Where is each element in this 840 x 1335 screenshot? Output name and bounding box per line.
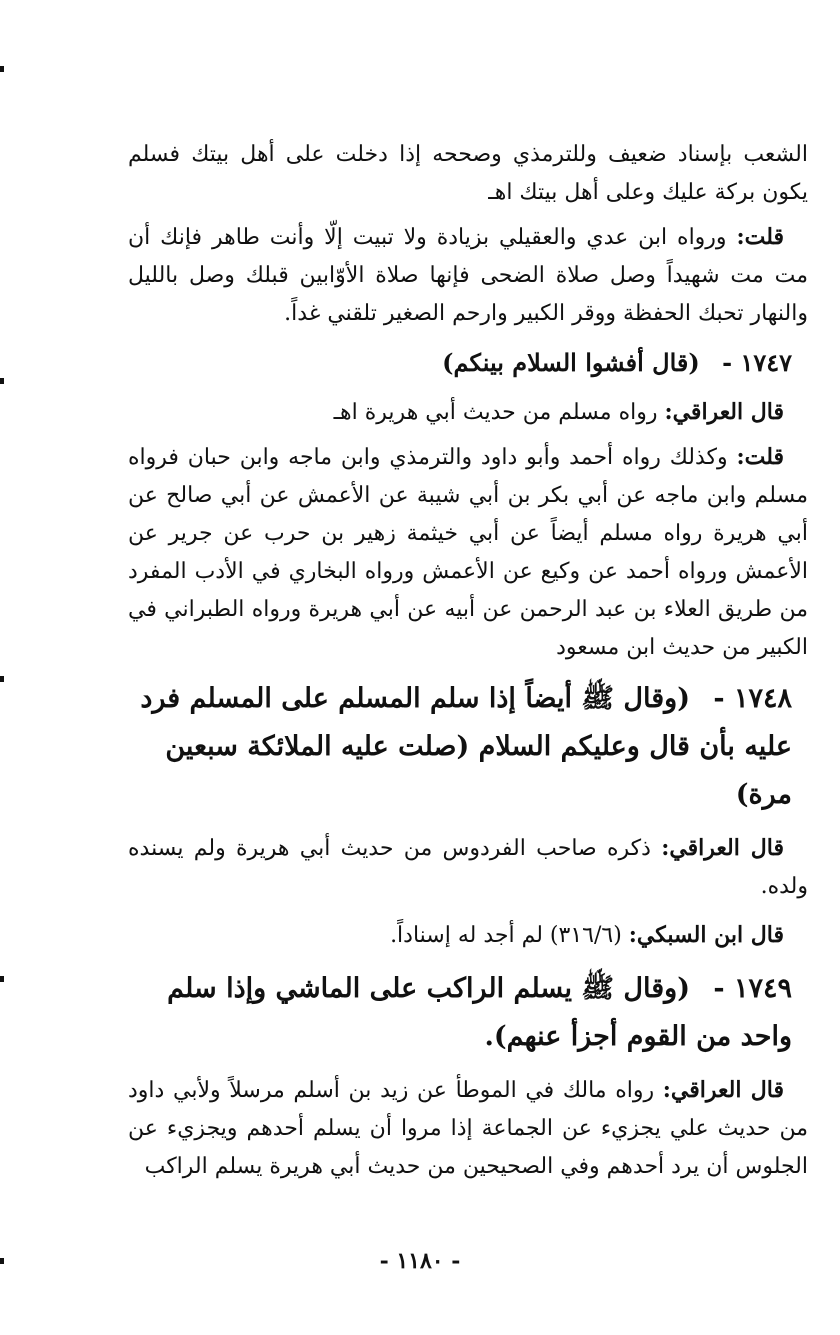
paragraph-label: قال العراقي: bbox=[664, 399, 784, 425]
hadith-number: ١٧٤٧ - bbox=[722, 348, 792, 377]
scan-edge-mark bbox=[0, 378, 4, 384]
paragraph-1 bbox=[128, 136, 808, 212]
hadith-text: (وقال ﷺ يسلم الراكب على الماشي وإذا سلم واحد من القوم أجزأ عنهم). bbox=[167, 973, 792, 1052]
hadith-text: (وقال ﷺ أيضاً إذا سلم المسلم على المسلم فرد عليه بأن قال وعليكم السلام (صلت عليه الملائكة سبعين مرة) bbox=[140, 683, 792, 810]
paragraph-text: رواه مالك في الموطأ عن زيد بن أسلم مرسلاً ولأبي داود من حديث علي يجزيء عن الجماعة إذا مروا أن يسلم أحدهم ويجزيء عن الجلوس أن يرد أحدهم وفي الصحيحين من حديث أبي هريرة يسلم الراكب bbox=[128, 1078, 808, 1179]
paragraph-5 bbox=[128, 829, 808, 906]
paragraph-text: وكذلك رواه أحمد وأبو داود والترمذي وابن ماجه وابن حبان فرواه مسلم وابن ماجه عن أبي بكر بن أبي شيبة عن الأعمش عن أبي صالح عن أبي هريرة رواه مسلم أيضاً عن أبي خيثمة زهير بن حرب عن جرير عن الأعمش ورواه أحمد عن وكيع عن الأعمش ورواه البخاري في الأدب المفرد من طريق العلاء بن عبد الرحمن عن أبيه عن أبي هريرة ورواه الطبراني في الكبير من حديث ابن مسعود bbox=[128, 445, 808, 660]
hadith-heading-1749 bbox=[128, 965, 808, 1061]
paragraph-text: رواه مسلم من حديث أبي هريرة اهـ bbox=[333, 400, 658, 425]
hadith-heading-1748 bbox=[128, 675, 808, 819]
page-body bbox=[128, 136, 808, 1186]
paragraph-3 bbox=[128, 393, 808, 432]
paragraph-7 bbox=[128, 1071, 808, 1186]
hadith-text: (قال أفشوا السلام بينكم) bbox=[442, 348, 700, 377]
paragraph-text: ورواه ابن عدي والعقيلي بزيادة ولا تبيت إلّا وأنت طاهر فإنك أن مت مت شهيداً وصل صلاة الضحى فإنها صلاة الأوّابين قبلك وصل بالليل والنهار تحبك الحفظة ووقر الكبير وارحم الصغير تلقني غداً. bbox=[128, 225, 808, 326]
paragraph-label: قال العراقي: bbox=[661, 835, 784, 861]
paragraph-text: (٣١٦/٦) لم أجد له إسناداً. bbox=[390, 923, 622, 948]
paragraph-4 bbox=[128, 438, 808, 667]
paragraph-label: قلت: bbox=[736, 224, 784, 250]
paragraph-label: قال ابن السبكي: bbox=[628, 922, 784, 948]
hadith-number: ١٧٤٨ - bbox=[713, 683, 792, 714]
paragraph-6 bbox=[128, 916, 808, 955]
scan-edge-mark bbox=[0, 66, 4, 72]
paragraph-text: ذكره صاحب الفردوس من حديث أبي هريرة ولم يسنده ولده. bbox=[128, 836, 808, 899]
hadith-heading-1747 bbox=[128, 343, 808, 383]
paragraph-label: قال العراقي: bbox=[662, 1077, 784, 1103]
scan-edge-mark bbox=[0, 976, 4, 982]
hadith-number: ١٧٤٩ - bbox=[713, 973, 792, 1004]
paragraph-2 bbox=[128, 218, 808, 333]
scan-edge-mark bbox=[0, 676, 4, 682]
paragraph-text: الشعب بإسناد ضعيف وللترمذي وصححه إذا دخلت على أهل بيتك فسلم يكون بركة عليك وعلى أهل بيتك اهـ bbox=[128, 142, 808, 205]
page-number: - ١١٨٠ - bbox=[379, 1248, 461, 1274]
paragraph-label: قلت: bbox=[736, 444, 784, 470]
